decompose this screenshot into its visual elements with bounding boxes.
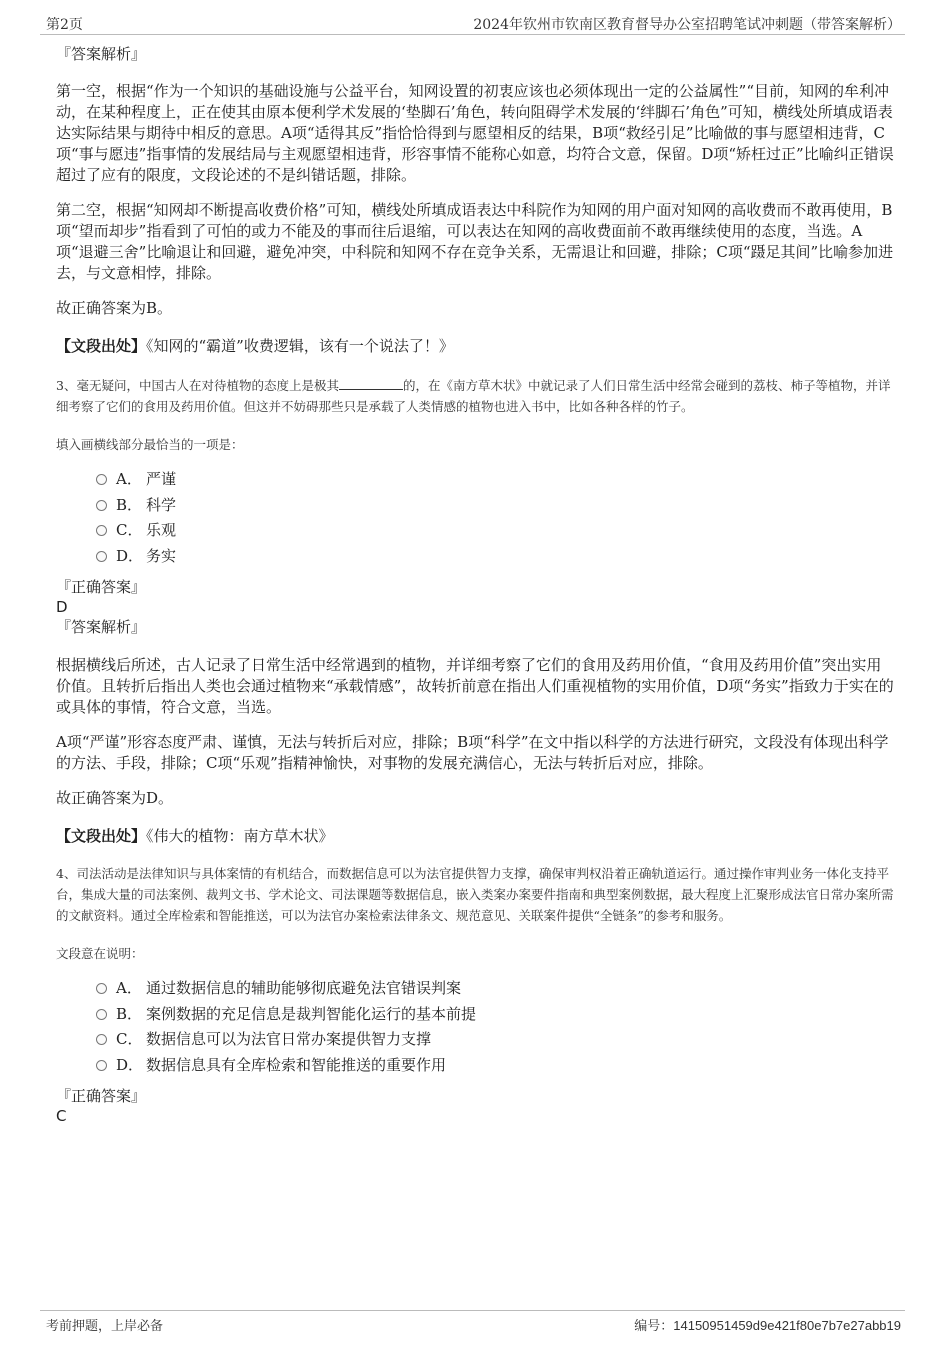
analysis-paragraph: 第一空，根据“作为一个知识的基础设施与公益平台，知网设置的初衷应该也必须体现出一定的公益属性”“目前，知网的牟利冲动，在某种程度上，正在使其由原本便利学术发展的‘垫脚石’角色，转向阻碍学术发展的‘绊脚石’角色”可知，横线处所填成语表达实际结果与期待中相反的意思。A项“适得其反”指恰恰得到与愿望相反的结果，B项“救经引足”比喻做的事与愿望相违背，C项“事与愿违”指事情的发展结局与主观愿望相违背，形容事情不能称心如意，均符合文意，保留。D项“矫枉过正”比喻纠正错误超过了应有的限度，文段论述的不是纠错话题，排除。 <box>56 82 894 184</box>
option-b[interactable]: B． 案例数据的充足信息是裁判智能化运行的基本前提 <box>96 1002 894 1028</box>
option-c[interactable]: C． 数据信息可以为法官日常办案提供智力支撑 <box>96 1027 894 1053</box>
analysis-paragraph: 根据横线后所述，古人记录了日常生活中经常遇到的植物，并详细考察了它们的食用及药用价值，“食用及药用价值”突出实用价值。且转折后指出人类也会通过植物来“承载情感”，故转折前意在指出人们重视植物的实用价值，D项“务实”指致力于实在的或具体的事情，符合文意，当选。 <box>56 656 894 716</box>
answer-label: 『正确答案』 <box>56 578 147 596</box>
option-d[interactable]: D． 数据信息具有全库检索和智能推送的重要作用 <box>96 1053 894 1079</box>
source-title: 《伟大的植物：南方草木状》 <box>146 827 334 845</box>
source-label: 【文段出处】 <box>56 827 147 845</box>
correct-answer: D <box>56 598 68 616</box>
source-title: 《知网的“霸道”收费逻辑，该有一个说法了！》 <box>146 337 454 355</box>
question-3-text: 3、毫无疑问，中国古人在对待植物的态度上是极其 的，在《南方草木状》中就记录了人们日常生活中经常会碰到的荔枝、柿子等植物，并详细考察了它们的食用及药用价值。但这并不妨碍那些只是承载了人类情感的植物也进入书中，比如各种各样的竹子。 <box>56 378 891 414</box>
radio-button[interactable] <box>96 1009 107 1020</box>
option-b[interactable]: B． 科学 <box>96 493 894 519</box>
analysis-label: 『答案解析』 <box>56 618 147 636</box>
source-label: 【文段出处】 <box>56 337 147 355</box>
fill-blank <box>339 377 403 390</box>
conclusion: 故正确答案为B。 <box>56 299 173 317</box>
page-footer <box>40 1310 905 1333</box>
option-a[interactable]: A． 通过数据信息的辅助能够彻底避免法官错误判案 <box>96 976 894 1002</box>
radio-button[interactable] <box>96 983 107 994</box>
option-c[interactable]: C． 乐观 <box>96 518 894 544</box>
page-header <box>40 14 905 35</box>
correct-answer: C <box>56 1107 67 1125</box>
question-4-text: 4、司法活动是法律知识与具体案情的有机结合，而数据信息可以为法官提供智力支撑，确保审判权沿着正确轨道运行。通过操作审判业务一体化支持平台，集成大量的司法案例、裁判文书、学术论文、司法课题等数据信息，嵌入类案办案要件指南和典型案例数据，最大程度上汇聚形成法官日常办案所需的文献资料。通过全库检索和智能推送，可以为法官办案检索法律条文、规范意见、关联案件提供“全链条”的参考和服务。 <box>56 866 894 923</box>
source-citation <box>56 826 894 847</box>
radio-button[interactable] <box>96 500 107 511</box>
radio-button[interactable] <box>96 551 107 562</box>
question-4-options <box>96 976 894 1078</box>
page-content <box>56 44 894 1126</box>
radio-button[interactable] <box>96 525 107 536</box>
radio-button[interactable] <box>96 474 107 485</box>
question-4-prompt: 文段意在说明： <box>56 946 144 961</box>
option-d[interactable]: D． 务实 <box>96 544 894 570</box>
analysis-label: 『答案解析』 <box>56 45 147 63</box>
option-a[interactable]: A． 严谨 <box>96 467 894 493</box>
answer-label: 『正确答案』 <box>56 1087 147 1105</box>
question-3-options <box>96 467 894 569</box>
source-citation <box>56 336 894 357</box>
document-title: 2024年钦州市钦南区教育督导办公室招聘笔试冲刺题（带答案解析） <box>473 17 901 33</box>
document-code: 编号：14150951459d9e421f80e7b7e27abb19 <box>634 1318 901 1334</box>
conclusion: 故正确答案为D。 <box>56 789 174 807</box>
radio-button[interactable] <box>96 1060 107 1071</box>
analysis-paragraph: 第二空，根据“知网却不断提高收费价格”可知，横线处所填成语表达中科院作为知网的用户面对知网的高收费而不敢再使用，B项“望而却步”指看到了可怕的或力不能及的事而往后退缩，可以表达在知网的高收费面前不敢再继续使用的态度，当选。A项“退避三舍”比喻退让和回避，避免冲突，中科院和知网不存在竞争关系，无需退让和回避，排除；C项“蹑足其间”比喻参加进去，与文意相悖，排除。 <box>56 201 894 282</box>
radio-button[interactable] <box>96 1034 107 1045</box>
analysis-paragraph: A项“严谨”形容态度严肃、谨慎，无法与转折后对应，排除；B项“科学”在文中指以科学的方法进行研究，文段没有体现出科学的方法、手段，排除；C项“乐观”指精神愉快，对事物的发展充满信心，无法与转折后对应，排除。 <box>56 733 889 772</box>
footer-slogan: 考前押题，上岸必备 <box>46 1319 164 1334</box>
question-3-prompt: 填入画横线部分最恰当的一项是： <box>56 437 244 452</box>
page-number: 第2页 <box>46 17 83 33</box>
